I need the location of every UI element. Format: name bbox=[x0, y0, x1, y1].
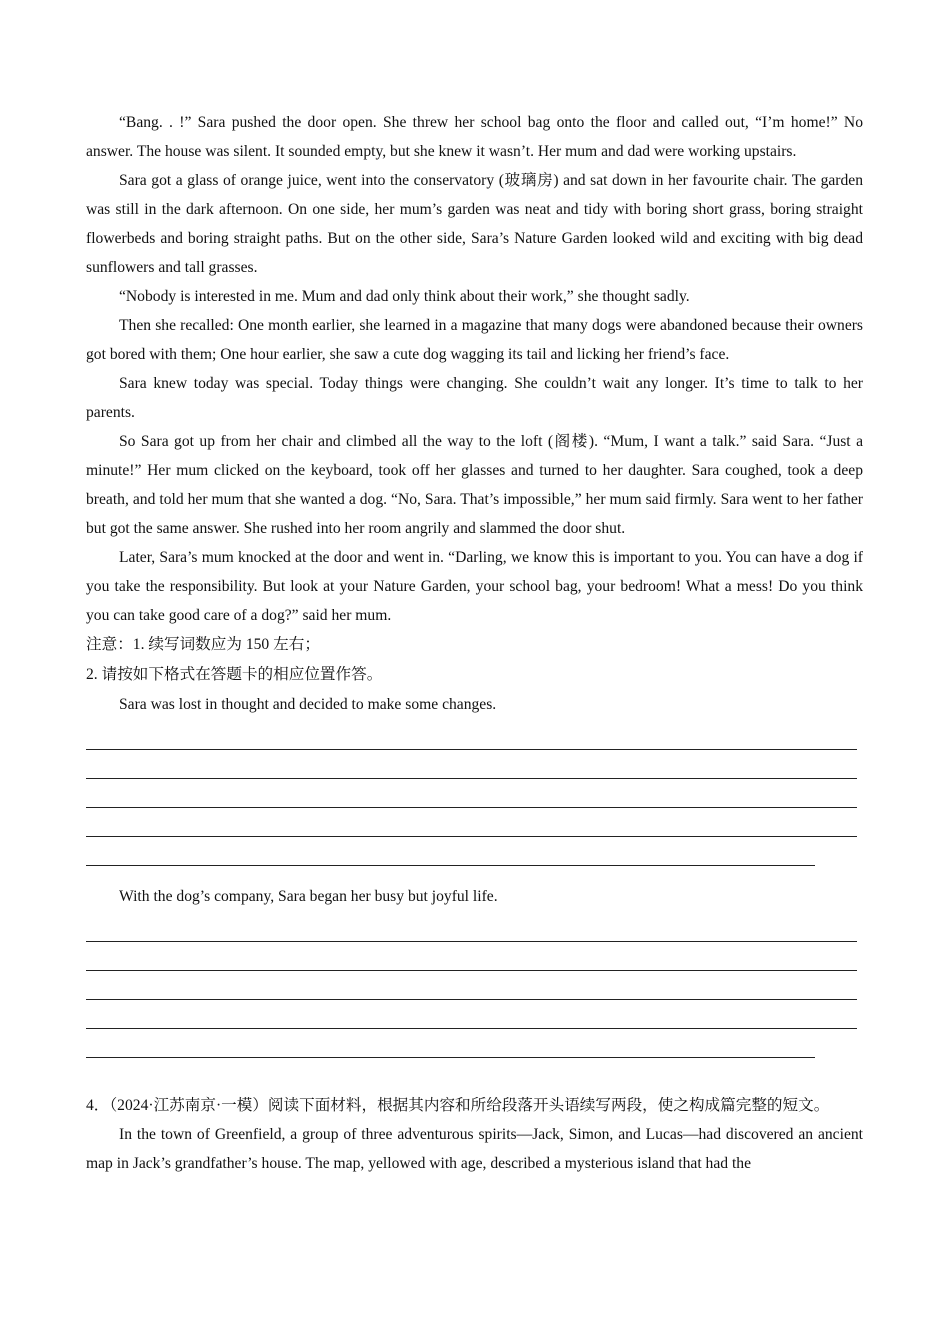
paragraph-2-opening-prompt: With the dog’s company, Sara began her busy but joyful life. bbox=[119, 888, 498, 905]
passage-paragraph-6: So Sara got up from her chair and climbed all the way to the loft (阁楼). “Mum, I want a talk.” said Sara. “Just a minute!” Her mum clicked on the keyboard, took off her glasses and turned to her daughter. Sara coughed, took a deep breath, and told her mum that she wanted a dog. “No, Sara. That’s impossible,” her mum said firmly. Sara went to her father but got the same answer. She rushed into her room angrily and slammed the door shut. bbox=[86, 433, 863, 537]
writing-note-format: 2. 请按如下格式在答题卡的相应位置作答。 bbox=[86, 666, 383, 683]
passage-paragraph-1: “Bang. . !” Sara pushed the door open. She threw her school bag onto the floor and called out, “I’m home!” No answer. The house was silent. It sounded empty, but she knew it wasn’t. Her mum and dad were working upstairs. bbox=[86, 114, 863, 160]
paragraph-1-opening-prompt: Sara was lost in thought and decided to make some changes. bbox=[119, 696, 497, 713]
writing-note-word-count: 注意：1. 续写词数应为 150 左右； bbox=[86, 636, 320, 653]
passage-paragraph-5: Sara knew today was special. Today things were changing. She couldn’t wait any longer. It’s time to talk to her parents. bbox=[86, 375, 863, 421]
passage-paragraph-7: Later, Sara’s mum knocked at the door and went in. “Darling, we know this is important to you. You can have a dog if you take the responsibility. But look at your Nature Garden, your school bag, your bedroom! What a mess! Do you think you can take good care of a dog?” said her mum. bbox=[86, 549, 863, 624]
answer-lines-paragraph-2 bbox=[86, 911, 863, 1058]
question-4-header: 4．（2024·江苏南京·一模）阅读下面材料，根据其内容和所给段落开头语续写两段，使之构成篇完整的短文。 bbox=[86, 1097, 830, 1114]
answer-line bbox=[86, 971, 857, 1000]
question-4-paragraph-1: In the town of Greenfield, a group of three adventurous spirits—Jack, Simon, and Lucas—had discovered an ancient map in Jack’s grandfather’s house. The map, yellowed with age, described a mysterious island that had the bbox=[86, 1126, 863, 1172]
answer-line bbox=[86, 942, 857, 971]
answer-line bbox=[86, 808, 857, 837]
answer-line bbox=[86, 837, 815, 866]
passage-paragraph-3: “Nobody is interested in me. Mum and dad only think about their work,” she thought sadly. bbox=[119, 288, 690, 305]
answer-line bbox=[86, 750, 857, 779]
passage-paragraph-2: Sara got a glass of orange juice, went into the conservatory (玻璃房) and sat down in her favourite chair. The garden was still in the dark afternoon. On one side, her mum’s garden was neat and tidy with boring short grass, boring straight flowerbeds and boring straight paths. But on the other side, Sara’s Nature Garden looked wild and exciting with big dead sunflowers and tall grasses. bbox=[86, 172, 863, 276]
passage-paragraph-4: Then she recalled: One month earlier, she learned in a magazine that many dogs were abandoned because their owners got bored with them; One hour earlier, she saw a cute dog wagging its tail and licking her friend’s face. bbox=[86, 317, 863, 363]
answer-lines-paragraph-1 bbox=[86, 719, 863, 866]
answer-line bbox=[86, 913, 857, 942]
document-content bbox=[86, 108, 863, 1178]
answer-line bbox=[86, 1000, 857, 1029]
answer-line bbox=[86, 779, 857, 808]
answer-line bbox=[86, 1029, 815, 1058]
answer-line bbox=[86, 721, 857, 750]
